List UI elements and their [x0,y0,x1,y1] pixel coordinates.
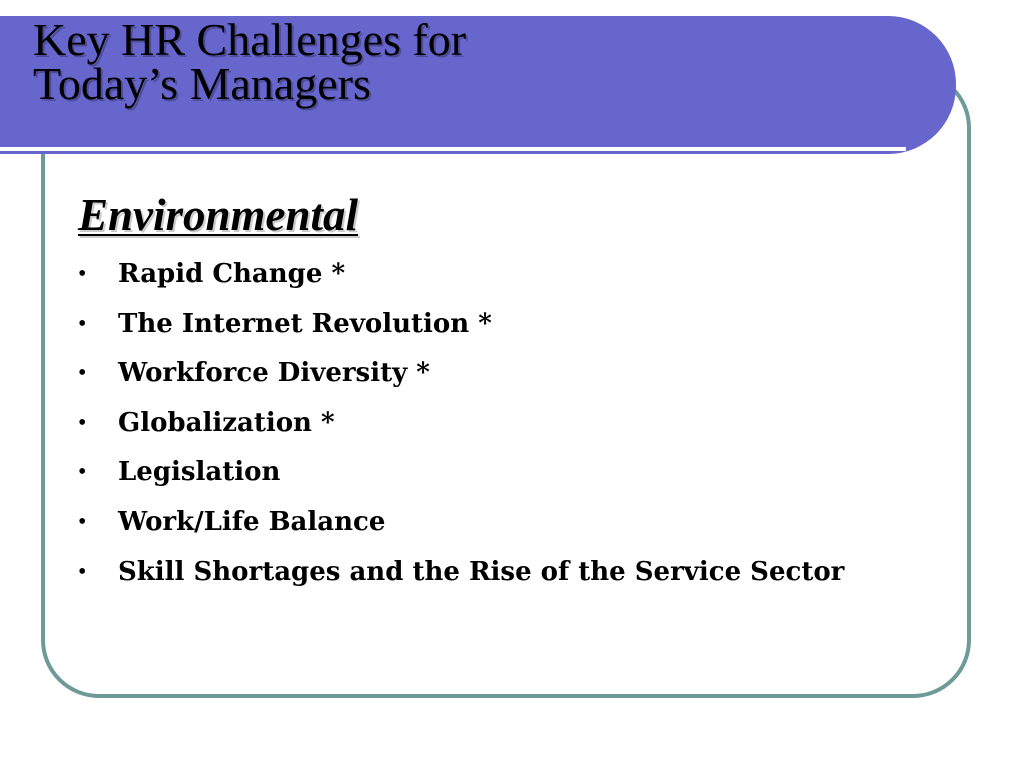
bullet-text: Legislation [118,457,281,488]
slide-title-line-1: Key HR Challenges for [33,14,467,65]
bullet-item [78,551,844,601]
bullet-item [78,303,844,353]
bullet-text: Work/Life Balance [118,506,386,537]
bullet-marker-icon: • [78,409,87,436]
slide-title [33,14,467,109]
bullet-item [78,253,844,303]
bullet-item [78,402,844,452]
section-heading: Environmental [78,190,359,240]
bullet-text: Workforce Diversity * [118,358,430,389]
bullet-marker-icon: • [78,261,87,287]
bullet-text: Globalization * [118,407,335,438]
bullet-item [78,352,844,402]
bullet-marker-icon: • [78,360,87,387]
slide-title-line-2: Today’s Managers [33,58,371,109]
bullet-text: The Internet Revolution * [118,308,492,339]
bullet-marker-icon: • [78,558,87,585]
bullet-marker-icon: • [78,508,87,535]
bullet-marker-icon: • [78,459,87,486]
bullet-marker-icon: • [78,310,87,337]
bullet-text: Skill Shortages and the Rise of the Service Sector [118,556,845,587]
bullet-list [78,253,844,600]
bullet-item [78,451,844,501]
bullet-text: Rapid Change * [118,259,346,289]
bullet-item [78,501,844,551]
title-underline [0,147,906,151]
